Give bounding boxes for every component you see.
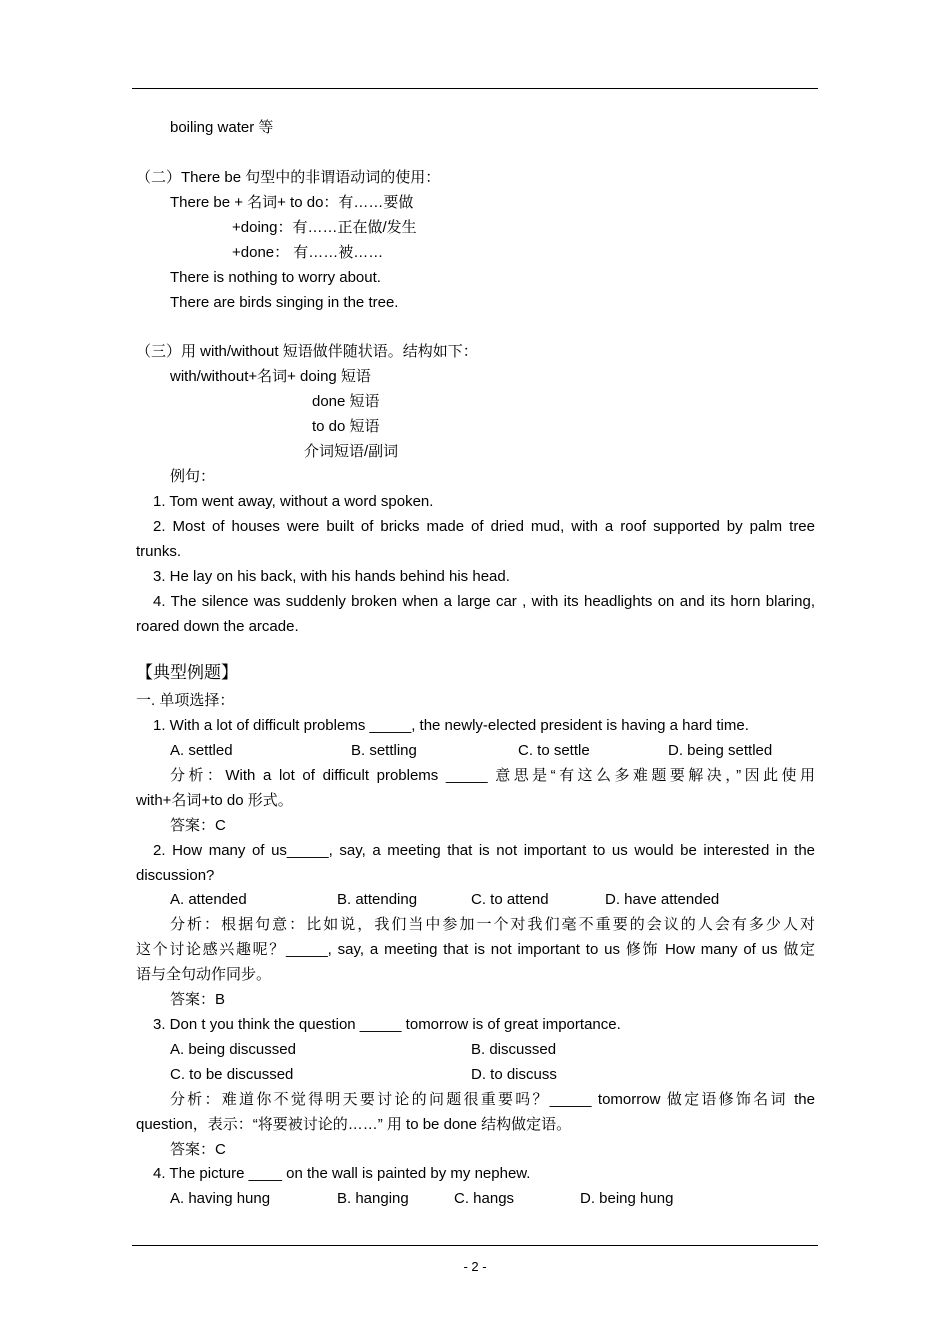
- footer-rule: [132, 1245, 818, 1246]
- analysis-text: with+名词+to do 形式。: [136, 792, 293, 809]
- section-heading: （二）There be 句型中的非谓语动词的使用：: [136, 169, 441, 186]
- text-line: to do 短语: [312, 418, 380, 435]
- text-line: +done： 有……被……: [232, 244, 384, 261]
- option-d: D. have attended: [605, 891, 720, 908]
- option-d: D. being hung: [580, 1190, 674, 1207]
- question-stem: discussion?: [136, 867, 215, 884]
- example-sentence: trunks.: [136, 543, 182, 560]
- example-sentence: 2. Most of houses were built of bricks made of dried mud, with a roof supported by palm tree: [153, 518, 815, 535]
- option-a: A. having hung: [170, 1190, 271, 1207]
- example-sentence: roared down the arcade.: [136, 618, 299, 635]
- page-number: - 2 -: [463, 1259, 487, 1274]
- option-d: D. being settled: [668, 742, 773, 759]
- example-sentence: There is nothing to worry about.: [170, 269, 381, 286]
- header-rule: [132, 88, 818, 89]
- section-heading: （三）用 with/without 短语做伴随状语。结构如下：: [136, 343, 478, 360]
- example-sentence: There are birds singing in the tree.: [170, 294, 399, 311]
- example-label: 例句：: [170, 468, 216, 485]
- answer-text: 答案：C: [170, 1141, 226, 1158]
- answer-text: 答案：B: [170, 991, 226, 1008]
- option-a: A. settled: [170, 742, 233, 759]
- text-line: with/without+名词+ doing 短语: [170, 368, 371, 385]
- question-stem: 4. The picture ____ on the wall is painted by my nephew.: [153, 1165, 531, 1182]
- text-line: There be + 名词+ to do：有……要做: [170, 194, 414, 211]
- analysis-text: 语与全句动作同步。: [136, 966, 272, 983]
- answer-text: 答案：C: [170, 817, 226, 834]
- analysis-text: question，表示：“将要被讨论的……” 用 to be done 结构做定语。: [136, 1116, 572, 1133]
- option-a: A. attended: [170, 891, 247, 908]
- text-line: 介词短语/副词: [304, 443, 399, 460]
- option-c: C. to settle: [518, 742, 590, 759]
- option-c: C. to attend: [471, 891, 549, 908]
- option-b: B. hanging: [337, 1190, 409, 1207]
- example-sentence: 3. He lay on his back, with his hands behind his head.: [153, 568, 510, 585]
- typical-examples-heading: 【典型例题】: [136, 663, 238, 683]
- question-stem: 1. With a lot of difficult problems _____, the newly-elected president is having a hard time.: [153, 717, 749, 734]
- example-sentence: 1. Tom went away, without a word spoken.: [153, 493, 434, 510]
- option-c: C. to be discussed: [170, 1066, 294, 1083]
- option-b: B. settling: [351, 742, 417, 759]
- text-line: boiling water 等: [170, 119, 274, 136]
- option-d: D. to discuss: [471, 1066, 557, 1083]
- subsection-heading: 一. 单项选择：: [136, 692, 235, 709]
- analysis-text: 分析：根据句意：比如说，我们当中参加一个对我们毫不重要的会议的人会有多少人对: [170, 916, 815, 933]
- analysis-text: 分析：难道你不觉得明天要讨论的问题很重要吗？_____ tomorrow 做定语修饰名词 the: [170, 1091, 815, 1108]
- text-line: done 短语: [312, 393, 380, 410]
- text-line: +doing：有……正在做/发生: [232, 219, 417, 236]
- analysis-text: 这个讨论感兴趣呢？_____, say, a meeting that is not important to us 修饰 How many of us 做定: [136, 941, 815, 958]
- option-a: A. being discussed: [170, 1041, 296, 1058]
- option-b: B. attending: [337, 891, 418, 908]
- question-stem: 2. How many of us_____, say, a meeting that is not important to us would be interested in the: [153, 842, 815, 859]
- analysis-text: 分析：With a lot of difficult problems _____ 意思是“有这么多难题要解决，”因此使用: [170, 767, 815, 784]
- option-b: B. discussed: [471, 1041, 557, 1058]
- option-c: C. hangs: [454, 1190, 515, 1207]
- question-stem: 3. Don t you think the question _____ tomorrow is of great importance.: [153, 1016, 621, 1033]
- example-sentence: 4. The silence was suddenly broken when a large car , with its headlights on and its horn blaring,: [153, 593, 815, 610]
